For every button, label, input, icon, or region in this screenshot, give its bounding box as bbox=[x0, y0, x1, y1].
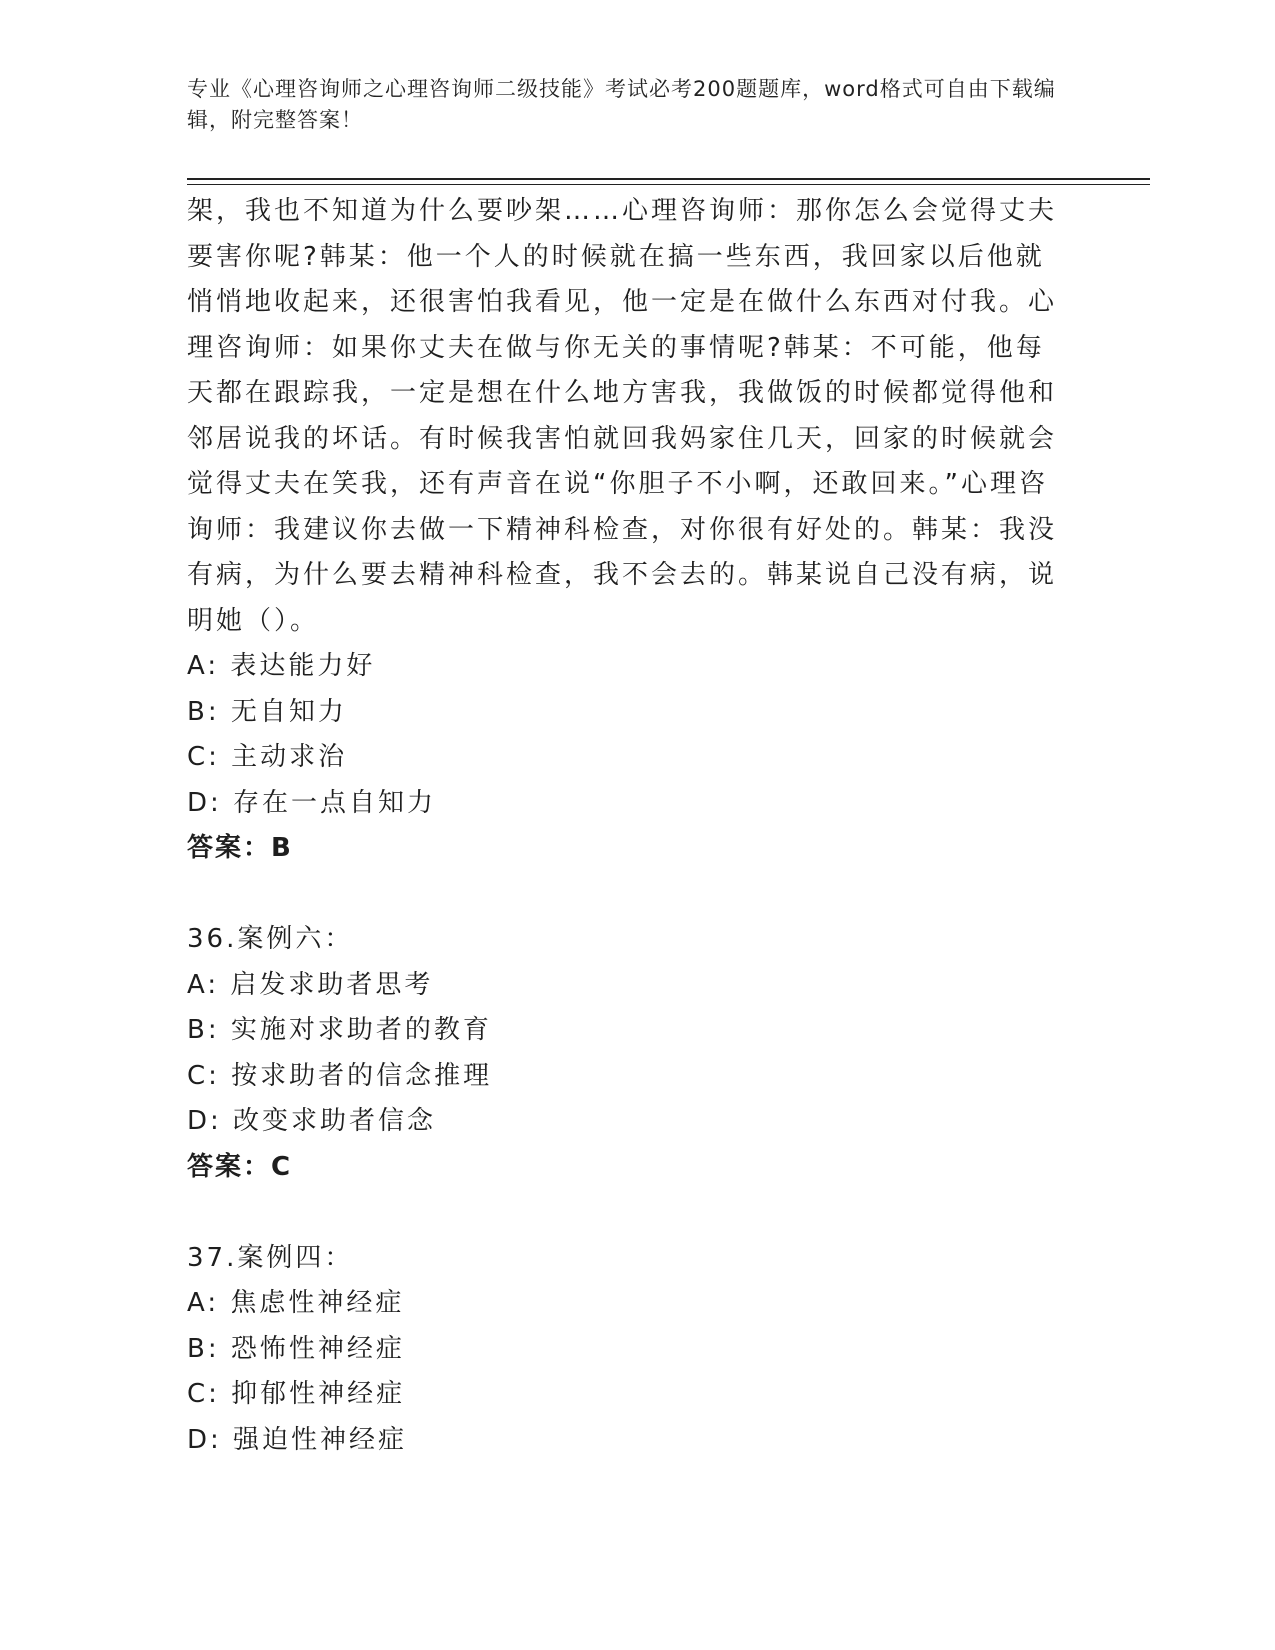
option-b: B: 恐怖性神经症 bbox=[187, 1333, 405, 1364]
question-spacer bbox=[187, 1190, 1067, 1236]
question-stem: 37.案例四： bbox=[187, 1242, 354, 1273]
question-37 bbox=[187, 1236, 1067, 1464]
option-b: B: 实施对求助者的教育 bbox=[187, 1015, 492, 1045]
question-stem: 架，我也不知道为什么要吵架……心理咨询师：那你怎么会觉得丈夫要害你呢?韩某：他一个人的时候就在搞一些东西，我回家以后他就悄悄地收起来，还很害怕我看见，他一定是在做什么东西对付我。心理咨询师：如果你丈夫在做与你无关的事情呢?韩某：不可能，他每天都在跟踪我，一定是想在什么地方害我，我做饭的时候都觉得他和邻居说我的坏话。有时候我害怕就回我妈家住几天，回家的时候就会觉得丈夫在笑我，还有声音在说“你胆子不小啊，还敢回来。”心理咨询师：我建议你去做一下精神科检查，对你很有好处的。韩某：我没有病，为什么要去精神科检查，我不会去的。韩某说自己没有病，说明她（）。 bbox=[187, 196, 1058, 636]
question-content bbox=[187, 189, 1067, 1463]
question-35 bbox=[187, 189, 1067, 872]
option-b: B: 无自知力 bbox=[187, 696, 347, 727]
option-a: A: 表达能力好 bbox=[187, 651, 376, 681]
option-a: A: 启发求助者思考 bbox=[187, 969, 434, 1000]
header-divider-thick bbox=[187, 178, 1150, 180]
question-stem: 36.案例六： bbox=[187, 924, 354, 954]
answer-text: 答案：C bbox=[187, 1151, 293, 1182]
question-spacer bbox=[187, 872, 1067, 918]
option-d: D: 改变求助者信念 bbox=[187, 1106, 437, 1136]
document-title: 专业《心理咨询师之心理咨询师二级技能》考试必考200题题库，word格式可自由下载编辑，附完整答案！ bbox=[187, 77, 1056, 132]
option-c: C: 抑郁性神经症 bbox=[187, 1379, 406, 1409]
option-c: C: 主动求治 bbox=[187, 742, 348, 772]
option-a: A: 焦虑性神经症 bbox=[187, 1288, 405, 1318]
option-d: D: 强迫性神经症 bbox=[187, 1424, 408, 1455]
header-divider-thin bbox=[187, 184, 1150, 185]
question-36 bbox=[187, 917, 1067, 1190]
option-c: C: 按求助者的信念推理 bbox=[187, 1060, 493, 1091]
answer-text: 答案：B bbox=[187, 833, 293, 863]
option-d: D: 存在一点自知力 bbox=[187, 787, 437, 818]
document-header bbox=[187, 74, 1067, 136]
